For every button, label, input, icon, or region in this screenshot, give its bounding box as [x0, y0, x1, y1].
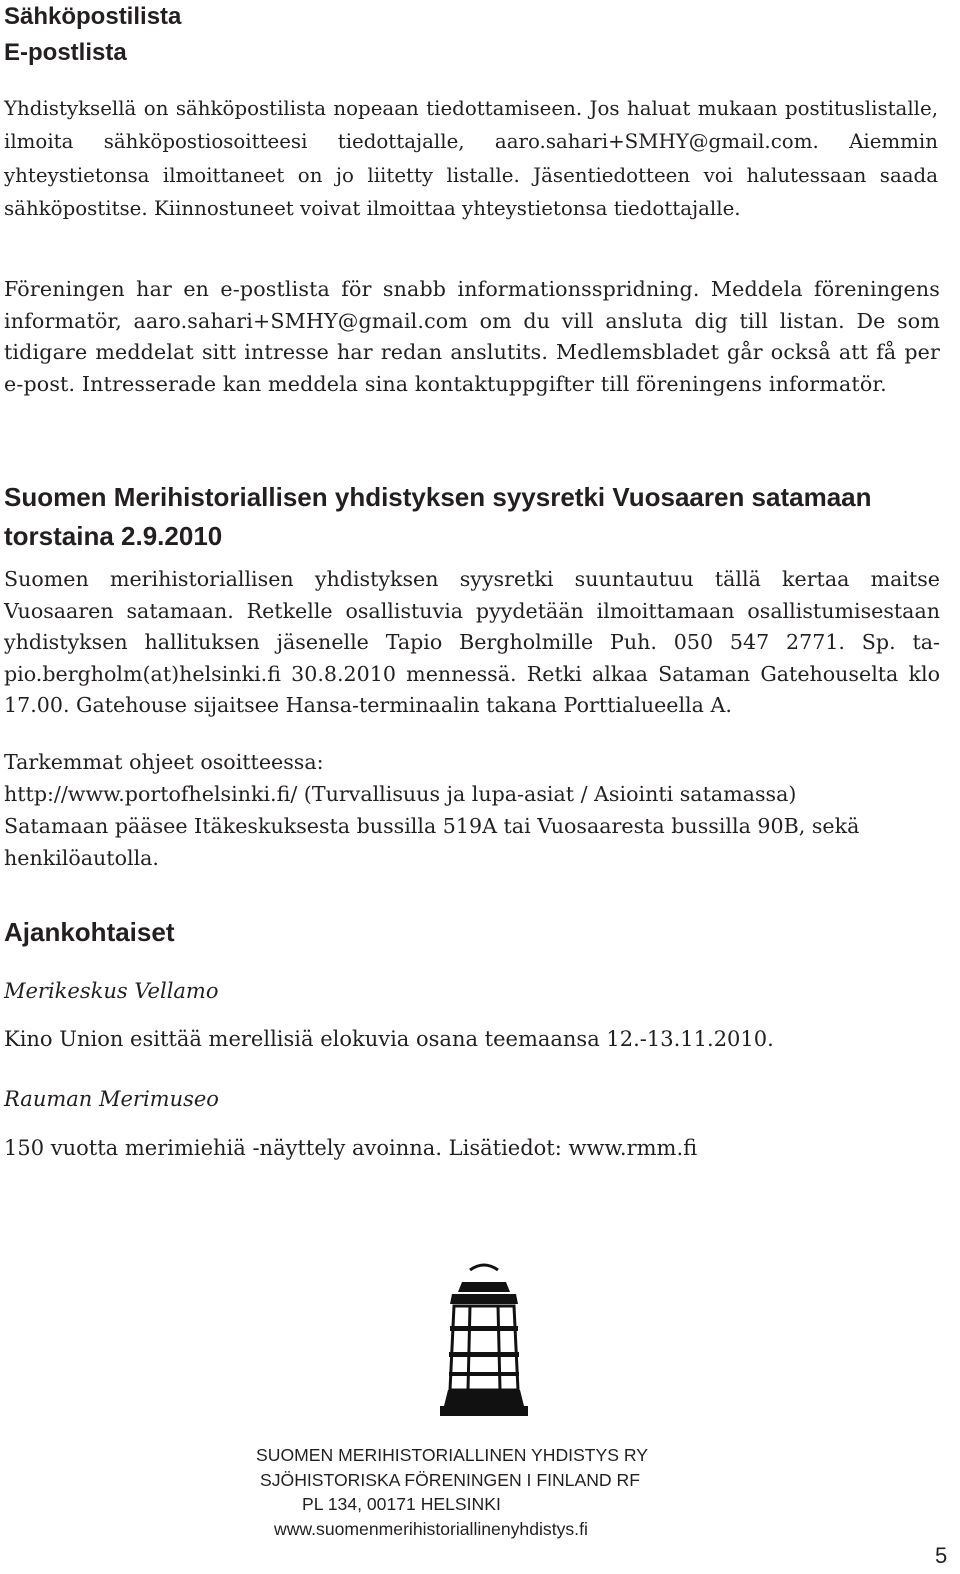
heading-email-list-sv: E-postlista — [4, 39, 127, 66]
more-info-transport: Satamaan pääsee Itäkeskuksesta bussilla 519A tai Vuosaaresta bussilla 90B, sekä henkilöautolla. — [4, 814, 860, 870]
lantern-icon — [410, 1260, 558, 1432]
event-text-vellamo: Kino Union esittää merellisiä elokuvia osana teemaansa 12.-13.11.2010. — [4, 1027, 774, 1051]
event-text-rauma: 150 vuotta merimiehiä -näyttely avoinna. Lisätiedot: www.rmm.fi — [4, 1136, 698, 1160]
heading-email-list-fi: Sähköpostilista — [4, 3, 182, 30]
page-number: 5 — [935, 1543, 948, 1568]
footer-org-fi: SUOMEN MERIHISTORIALLINEN YHDISTYS RY — [256, 1445, 649, 1465]
paragraph-mailing-list-fi: Yhdistyksellä on sähköpostilista nopeaan tiedottamiseen. Jos haluat mukaan postituslistalle, ilmoita sähköpostiosoitteesi tiedottajalle, aaro.sahari+SMHY@gmail.com. Aiemmin yhteystietonsa ilmoittaneet on jo liitetty listalle. Jäsentiedotteen voi halutessaan saada sähköpostitse. Kiinnostuneet voivat ilmoittaa yhteystietonsa tiedottajalle. — [4, 97, 938, 221]
more-info-link[interactable]: http://www.portofhelsinki.fi/ (Turvallisuus ja lupa-asiat / Asiointi satamassa) — [4, 782, 797, 806]
more-info-block — [4, 746, 940, 874]
more-info-intro: Tarkemmat ohjeet osoitteessa: — [4, 750, 324, 774]
footer-website[interactable]: www.suomenmerihistoriallinenyhdistys.fi — [274, 1518, 588, 1539]
footer-po-box: PL 134, 00171 HELSINKI — [302, 1494, 501, 1514]
footer-org-sv: SJÖHISTORISKA FÖRENINGEN I FINLAND RF — [260, 1469, 640, 1490]
event-title-rauma: Rauman Merimuseo — [4, 1087, 219, 1111]
paragraph-mailing-list-sv: Föreningen har en e-postlista för snabb informationsspridning. Meddela föreningens informatör, aaro.sahari+SMHY@gmail.com om du vill ansluta dig till listan. De som tidigare meddelat sitt intresse har redan anslutits. Medlemsbladet går också att få per e-post. Intresserade kan meddela sina kontaktuppgifter till föreningens informatör. — [4, 277, 940, 396]
event-title-vellamo: Merikeskus Vellamo — [4, 979, 219, 1003]
heading-autumn-trip: Suomen Merihistoriallisen yhdistyksen syysretki Vuosaaren satamaan torstaina 2.9.2010 — [4, 482, 872, 551]
footer-address — [256, 1443, 696, 1541]
heading-current-events: Ajankohtaiset — [4, 917, 175, 947]
paragraph-autumn-trip: Suomen merihistoriallisen yhdistyksen syysretki suuntautuu tällä kertaa maitse Vuosaaren satamaan. Retkelle osallistuvia pyydetään ilmoittamaan osallistumisestaan yhdistyksen hallituksen jäsenelle Tapio Bergholmille Puh. 050 547 2771. Sp. tapio.bergholm(at)helsinki.fi 30.8.2010 mennessä. Retki alkaa Sataman Gatehouselta klo 17.00. Gatehouse sijaitsee Hansa-terminaalin takana Porttialueella A. — [4, 567, 940, 718]
